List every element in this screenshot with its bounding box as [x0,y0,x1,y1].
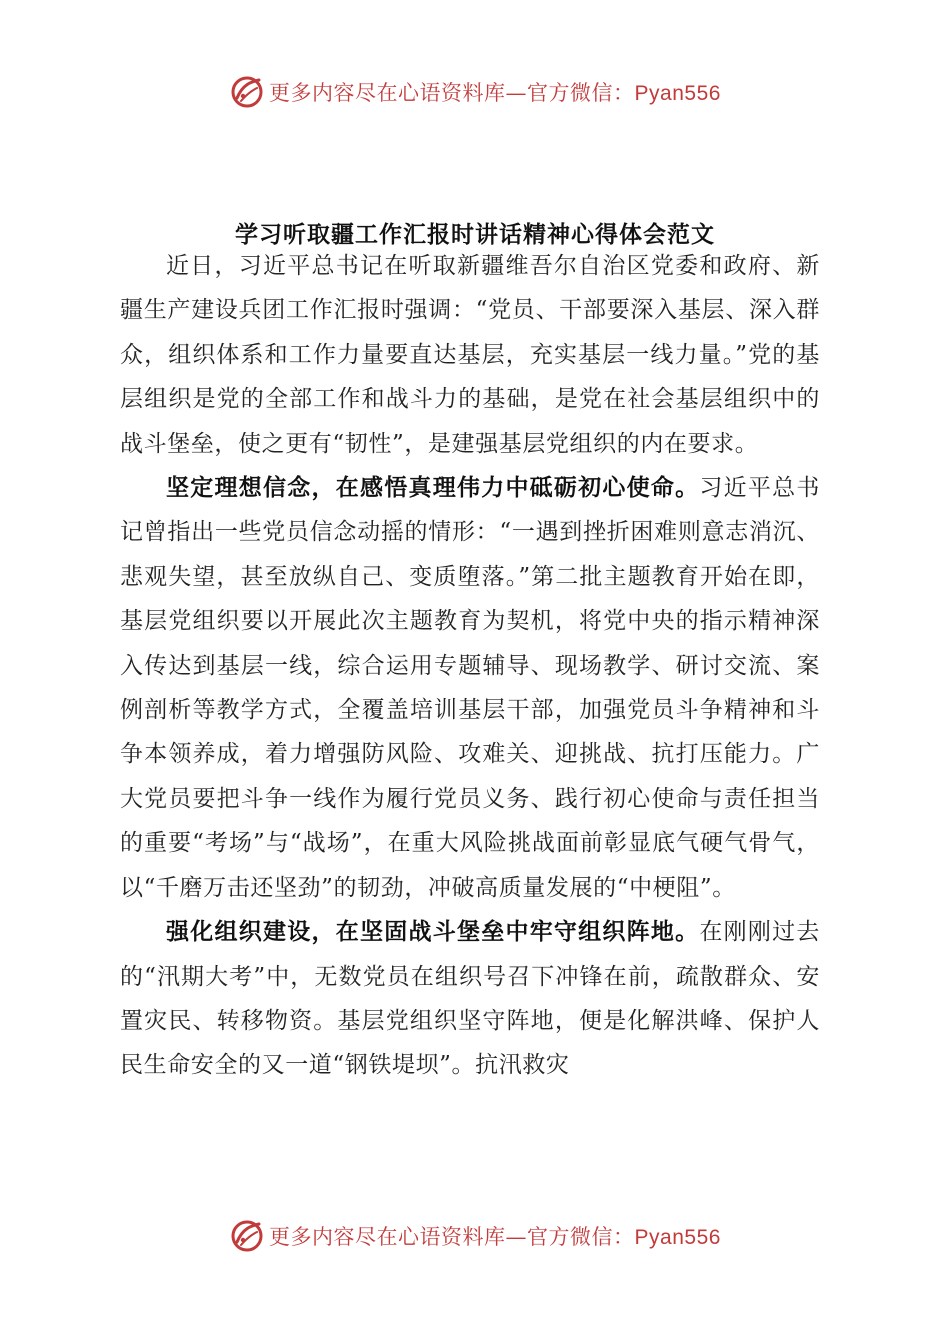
watermark-text: 更多内容尽在心语资料库—官方微信：Pyan556 [269,81,721,105]
document-body [120,244,820,1088]
wechat-id: Pyan556 [634,82,721,105]
header-watermark [0,70,950,114]
document-title: 学习听取疆工作汇报时讲话精神心得体会范文 [235,222,715,248]
watermark-text: 更多内容尽在心语资料库—官方微信：Pyan556 [269,1225,721,1249]
paragraph: 强化组织建设，在坚固战斗堡垒中牢守组织阵地。在刚刚过去的“汛期大考”中，无数党员在组织号召下冲锋在前，疏散群众、安置灾民、转移物资。基层党组织坚守阵地，便是化解洪峰、保护人民生命安全的又一道“钢铁堤坝”。抗汛救灾 [120,919,821,1079]
wechat-id: Pyan556 [634,1226,721,1249]
brush-seal-icon [229,1218,265,1254]
paragraph: 近日，习近平总书记在听取新疆维吾尔自治区党委和政府、新疆生产建设兵团工作汇报时强调：“党员、干部要深入基层、深入群众，组织体系和工作力量要直达基层，充实基层一线力量。”党的基层组织是党的全部工作和战斗力的基础，是党在社会基层组织中的战斗堡垒，使之更有“韧性”，是建强基层党组织的内在要求。 [120,253,820,457]
paragraph-heading: 强化组织建设，在坚固战斗堡垒中牢守组织阵地。 [166,919,700,946]
brush-seal-icon [229,74,265,110]
footer-watermark [0,1214,950,1258]
paragraph: 坚定理想信念，在感悟真理伟力中砥砺初心使命。习近平总书记曾指出一些党员信念动摇的情形：“一遇到挫折困难则意志消沉、悲观失望，甚至放纵自己、变质堕落。”第二批主题教育开始在即，基层党组织要以开展此次主题教育为契机，将党中央的指示精神深入传达到基层一线，综合运用专题辅导、现场教学、研讨交流、案例剖析等教学方式，全覆盖培训基层干部，加强党员斗争精神和斗争本领养成，着力增强防风险、攻难关、迎挑战、抗打压能力。广大党员要把斗争一线作为履行党员义务、践行初心使命与责任担当的重要“考场”与“战场”，在重大风险挑战面前彰显底气硬气骨气，以“千磨万击还坚劲”的韧劲，冲破高质量发展的“中梗阻”。 [120,475,821,901]
paragraph-heading: 坚定理想信念，在感悟真理伟力中砥砺初心使命。 [166,475,700,502]
